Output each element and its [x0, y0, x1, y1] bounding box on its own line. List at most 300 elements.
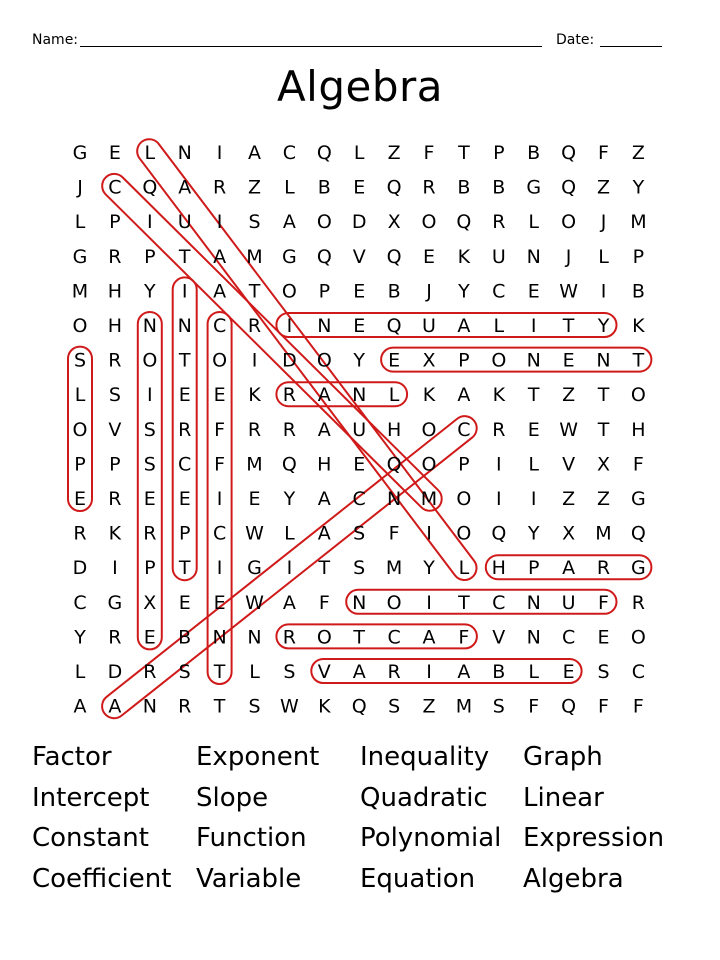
grid-letter: A	[317, 522, 331, 545]
grid-letter: L	[528, 453, 539, 476]
grid-letter: A	[562, 557, 576, 580]
grid-letter: Y	[632, 176, 645, 199]
grid-letter: Q	[386, 315, 402, 337]
grid-letter: X	[387, 211, 401, 234]
grid-letter: A	[352, 661, 366, 683]
grid-letter: Y	[527, 522, 540, 545]
word-list-item: Function	[196, 823, 307, 854]
grid-letter: P	[109, 211, 121, 234]
grid-letter: Q	[316, 142, 332, 164]
grid-letter: J	[77, 176, 83, 199]
grid-letter: V	[562, 453, 576, 476]
grid-letter: K	[248, 384, 261, 407]
grid-letter: I	[495, 453, 502, 476]
grid-letter: F	[423, 142, 435, 164]
grid-letter: N	[142, 695, 157, 718]
grid-letter: W	[559, 418, 578, 441]
grid-letter: S	[248, 211, 261, 234]
grid-letter: R	[422, 176, 436, 199]
grid-letter: O	[630, 384, 646, 407]
grid-letter: I	[216, 142, 223, 164]
grid-letter: V	[352, 245, 366, 268]
grid-letter: K	[632, 315, 645, 337]
grid-letter: Y	[283, 488, 296, 510]
grid-letter: Z	[596, 488, 611, 510]
grid-letter: O	[386, 591, 402, 614]
grid-letter: R	[631, 591, 646, 614]
grid-letter: F	[598, 591, 609, 614]
grid-letter: R	[178, 695, 192, 718]
word-list-item: Quadratic	[360, 782, 488, 813]
grid-letter: L	[284, 176, 295, 199]
grid-letter: N	[142, 315, 157, 337]
grid-letter: T	[597, 384, 610, 407]
grid-letter: P	[493, 142, 505, 164]
grid-letter: T	[458, 591, 470, 614]
name-label: Name:	[32, 32, 79, 48]
grid-letter: U	[422, 315, 436, 337]
grid-letter: N	[247, 626, 262, 649]
grid-letter: I	[251, 349, 258, 372]
grid-letter: E	[597, 626, 610, 649]
grid-letter: R	[108, 245, 122, 268]
grid-letter: I	[530, 315, 537, 337]
word-list-row	[32, 823, 692, 864]
grid-letter: E	[353, 453, 366, 476]
grid-letter: C	[561, 626, 576, 649]
grid-letter: E	[178, 384, 191, 407]
grid-letter: C	[492, 280, 506, 303]
grid-letter: I	[286, 315, 293, 337]
grid-letter: J	[565, 245, 572, 268]
grid-letter: R	[492, 211, 506, 234]
grid-letter: E	[108, 142, 121, 164]
grid-letter: T	[178, 349, 191, 372]
grid-letter: A	[178, 176, 192, 199]
grid-letter: Q	[491, 522, 507, 545]
grid-letter: G	[631, 557, 646, 580]
grid-letter: O	[142, 349, 158, 372]
word-list-item: Constant	[32, 823, 149, 854]
grid-letter: C	[212, 315, 227, 337]
word-list-item: Polynomial	[360, 823, 502, 854]
grid-letter: P	[144, 557, 156, 580]
grid-letter: P	[458, 349, 470, 372]
grid-letter: A	[73, 695, 87, 718]
word-list-item: Variable	[196, 864, 302, 895]
grid-letter: A	[108, 695, 122, 718]
grid-letter: N	[526, 626, 541, 649]
grid-letter: H	[631, 418, 646, 441]
grid-letter: S	[597, 661, 610, 683]
grid-letter: E	[527, 418, 540, 441]
grid-letter: E	[562, 661, 575, 683]
grid-letter: W	[245, 522, 264, 545]
word-list-row	[32, 742, 692, 783]
grid-letter: V	[317, 661, 331, 683]
grid-letter: E	[178, 488, 191, 510]
word-list-row	[32, 783, 692, 824]
grid-letter: I	[216, 211, 223, 234]
grid-letter: H	[386, 418, 402, 441]
grid-letter: M	[246, 245, 263, 268]
grid-letter: A	[457, 315, 471, 337]
grid-letter: B	[317, 176, 331, 199]
grid-letter: G	[631, 488, 646, 510]
grid-letter: R	[247, 418, 262, 441]
grid-letter: Z	[387, 142, 401, 164]
grid-letter: T	[213, 661, 226, 683]
grid-letter: T	[178, 557, 191, 580]
grid-letter: L	[493, 315, 505, 337]
grid-letter: Y	[458, 280, 470, 303]
grid-letter: C	[387, 626, 401, 649]
word-list-item: Factor	[32, 742, 112, 772]
grid-letter: R	[178, 418, 192, 441]
grid-letter: U	[561, 591, 576, 614]
grid-letter: O	[281, 280, 297, 303]
grid-letter: E	[178, 591, 191, 614]
grid-letter: O	[72, 418, 88, 441]
grid-letter: G	[526, 176, 542, 199]
grid-letter: P	[144, 245, 156, 268]
grid-letter: B	[492, 661, 506, 683]
grid-letter: I	[216, 488, 223, 510]
grid-letter: Y	[597, 315, 610, 337]
grid-letter: J	[600, 211, 607, 234]
grid-letter: L	[74, 661, 86, 683]
grid-letter: Z	[596, 176, 611, 199]
word-list-item: Coefficient	[32, 864, 172, 895]
grid-letter: F	[458, 626, 470, 649]
grid-letter: X	[143, 591, 157, 614]
grid-letter: Q	[316, 245, 332, 268]
grid-letter: W	[559, 280, 578, 303]
grid-letter: D	[282, 349, 297, 372]
grid-letter: X	[422, 349, 436, 372]
grid-letter: E	[353, 176, 366, 199]
grid-letter: A	[422, 626, 436, 649]
grid-letters	[72, 142, 647, 718]
grid-letter: C	[212, 522, 227, 545]
grid-letter: A	[248, 142, 261, 164]
grid-letter: A	[457, 384, 471, 407]
grid-letter: R	[108, 349, 122, 372]
word-list-row	[32, 864, 692, 905]
grid-letter: D	[351, 211, 367, 234]
word-list-item: Expression	[523, 823, 665, 854]
grid-letter: M	[420, 488, 438, 510]
grid-letter: N	[596, 349, 611, 372]
grid-letter: O	[316, 349, 332, 372]
grid-letter: A	[213, 245, 227, 268]
grid-letter: W	[280, 695, 299, 718]
grid-letter: Q	[386, 245, 402, 268]
grid-letter: E	[388, 349, 401, 372]
word-list-item: Equation	[360, 864, 476, 895]
grid-letter: Q	[561, 142, 577, 164]
grid-letter: O	[491, 349, 507, 372]
grid-letter: L	[353, 142, 365, 164]
grid-letter: S	[492, 695, 505, 718]
grid-letter: T	[458, 142, 470, 164]
grid-letter: F	[388, 522, 400, 545]
grid-letter: S	[143, 418, 156, 441]
grid-letter: R	[108, 488, 122, 510]
grid-letter: L	[598, 245, 609, 268]
grid-letter: D	[72, 557, 88, 580]
grid-letter: L	[144, 142, 156, 164]
grid-letter: M	[385, 557, 403, 580]
grid-letter: R	[282, 384, 297, 407]
grid-letter: I	[146, 211, 153, 234]
grid-letter: Q	[351, 695, 367, 718]
grid-letter: Y	[143, 280, 156, 303]
grid-letter: A	[317, 384, 331, 407]
grid-letter: Y	[353, 349, 366, 372]
grid-letter: O	[421, 418, 437, 441]
date-label: Date:	[556, 32, 595, 48]
word-list-item: Graph	[523, 742, 603, 772]
grid-letter: B	[178, 626, 192, 649]
grid-letter: J	[426, 280, 432, 303]
grid-letter: N	[526, 245, 541, 268]
grid-letter: T	[353, 626, 366, 649]
grid-letter: B	[631, 280, 645, 303]
grid-letter: Z	[562, 488, 576, 510]
grid-letter: G	[247, 557, 262, 580]
grid-letter: K	[492, 384, 506, 407]
grid-letter: O	[456, 488, 472, 510]
grid-letter: S	[353, 522, 366, 545]
grid-letter: F	[632, 695, 644, 718]
grid-letter: K	[422, 384, 436, 407]
grid-letter: Z	[631, 142, 645, 164]
grid-letter: R	[73, 522, 87, 545]
grid-letter: C	[492, 591, 506, 614]
grid-letter: C	[282, 142, 297, 164]
grid-letter: X	[562, 522, 576, 545]
word-list-item: Linear	[523, 782, 604, 813]
grid-letter: P	[632, 245, 645, 268]
grid-letter: N	[212, 626, 227, 649]
grid-letter: M	[246, 453, 263, 476]
page-title: Algebra	[276, 62, 444, 111]
grid-letter: M	[595, 522, 612, 545]
grid-letter: Q	[386, 453, 402, 476]
grid-letter: N	[526, 591, 541, 614]
grid-letter: R	[247, 315, 262, 337]
grid-letter: X	[596, 453, 611, 476]
grid-letter: R	[212, 176, 227, 199]
grid-letter: N	[177, 142, 192, 164]
grid-letter: Q	[456, 211, 472, 234]
grid-letter: K	[457, 245, 471, 268]
grid-letter: E	[213, 384, 226, 407]
grid-letter: T	[318, 557, 331, 580]
grid-letter: R	[282, 418, 297, 441]
grid-letter: L	[528, 211, 539, 234]
grid-letter: P	[74, 453, 86, 476]
grid-letter: M	[455, 695, 473, 718]
grid-letter: H	[107, 280, 123, 303]
grid-letter: O	[316, 626, 332, 649]
grid-letter: I	[146, 384, 153, 407]
grid-letter: E	[353, 280, 366, 303]
word-list-item: Algebra	[523, 864, 624, 895]
grid-letter: L	[74, 384, 86, 407]
grid-letter: H	[491, 557, 506, 580]
grid-letter: B	[527, 142, 541, 164]
grid-letter: I	[495, 488, 502, 510]
grid-letter: L	[458, 557, 470, 580]
word-list-item: Slope	[196, 782, 269, 813]
grid-letter: T	[248, 280, 261, 303]
grid-letter: E	[353, 315, 366, 337]
grid-letter: C	[631, 661, 646, 683]
grid-letter: Z	[562, 384, 576, 407]
grid-letter: G	[72, 245, 88, 268]
grid-letter: F	[528, 695, 540, 718]
grid-letter: Y	[423, 557, 435, 580]
grid-letter: P	[109, 453, 121, 476]
grid-letter: L	[388, 384, 400, 407]
grid-letter: R	[387, 661, 401, 683]
grid-letter: T	[562, 315, 575, 337]
grid-letter: C	[73, 591, 87, 614]
grid-letter: R	[143, 522, 157, 545]
grid-letter: I	[286, 557, 293, 580]
grid-letter: T	[178, 245, 191, 268]
grid-letter: K	[108, 522, 122, 545]
grid-letter: M	[630, 211, 647, 234]
grid-letter: Q	[630, 522, 646, 545]
grid-letter: S	[353, 557, 366, 580]
grid-letter: O	[630, 626, 646, 649]
grid-letter: O	[212, 349, 228, 372]
word-list-item: Inequality	[360, 742, 490, 772]
grid-letter: N	[317, 315, 332, 337]
grid-letter: C	[108, 176, 122, 199]
grid-letter: C	[178, 453, 192, 476]
grid-letter: R	[596, 557, 611, 580]
grid-letter: N	[386, 488, 402, 510]
grid-letter: Z	[247, 176, 262, 199]
grid-letter: O	[316, 211, 332, 234]
grid-letter: R	[282, 626, 297, 649]
grid-letter: E	[73, 488, 87, 510]
grid-letter: N	[526, 349, 541, 372]
grid-letter: I	[530, 488, 537, 510]
grid-letter: A	[317, 488, 331, 510]
grid-letter: S	[388, 695, 401, 718]
grid-letter: N	[352, 591, 367, 614]
grid-letter: F	[598, 142, 609, 164]
grid-letter: T	[213, 695, 226, 718]
word-list	[32, 742, 692, 905]
grid-letter: N	[177, 315, 192, 337]
grid-letter: S	[143, 453, 156, 476]
grid-letter: U	[352, 418, 367, 441]
grid-letter: R	[143, 661, 157, 683]
grid-letter: A	[317, 418, 331, 441]
grid-letter: Q	[561, 176, 577, 199]
grid-letter: M	[71, 280, 89, 303]
grid-letter: L	[528, 661, 539, 683]
grid-letter: S	[108, 384, 121, 407]
grid-letter: G	[282, 245, 297, 268]
grid-letter: K	[318, 695, 331, 718]
grid-letter: E	[248, 488, 261, 510]
grid-letter: U	[177, 211, 192, 234]
grid-letter: S	[73, 349, 87, 372]
grid-letter: T	[597, 418, 610, 441]
grid-letter: B	[387, 280, 401, 303]
grid-letter: F	[214, 418, 226, 441]
word-list-item: Intercept	[32, 782, 150, 813]
grid-letter: O	[421, 453, 437, 476]
grid-letter: E	[143, 626, 156, 649]
grid-letter: L	[284, 522, 295, 545]
grid-letter: P	[458, 453, 470, 476]
grid-letter: I	[426, 522, 432, 545]
grid-letter: O	[456, 522, 472, 545]
grid-letter: Q	[281, 453, 297, 476]
grid-letter: I	[216, 557, 223, 580]
grid-letter: G	[72, 142, 88, 164]
grid-letter: S	[178, 661, 191, 683]
grid-letter: V	[492, 626, 506, 649]
grid-letter: O	[421, 211, 437, 234]
grid-letter: Q	[142, 176, 158, 199]
grid-letter: W	[245, 591, 264, 614]
grid-letter: E	[422, 245, 436, 268]
grid-letter: L	[249, 661, 260, 683]
grid-letter: Z	[422, 695, 436, 718]
grid-letter: I	[426, 661, 432, 683]
grid-letter: Y	[74, 626, 86, 649]
grid-letter: S	[283, 661, 296, 683]
grid-letter: V	[108, 418, 122, 441]
grid-letter: Q	[386, 176, 402, 199]
grid-letter: O	[72, 315, 88, 337]
grid-letter: I	[112, 557, 118, 580]
grid-letter: B	[457, 176, 471, 199]
grid-letter: A	[282, 211, 296, 234]
grid-letter: F	[318, 591, 330, 614]
grid-letter: E	[143, 488, 156, 510]
grid-letter: E	[527, 280, 540, 303]
grid-letter: T	[632, 349, 645, 372]
grid-letter: L	[74, 211, 86, 234]
grid-letter: F	[632, 453, 644, 476]
word-list-item: Exponent	[196, 742, 320, 772]
grid-letter: R	[492, 418, 506, 441]
grid-letter: A	[282, 591, 296, 614]
grid-letter: H	[107, 315, 123, 337]
grid-letter: H	[317, 453, 332, 476]
grid-letter: C	[352, 488, 366, 510]
grid-letter: I	[600, 280, 607, 303]
grid-letter: R	[108, 626, 122, 649]
grid-letter: C	[457, 418, 471, 441]
grid-letter: A	[457, 661, 471, 683]
grid-letter: P	[178, 522, 191, 545]
grid-letter: I	[181, 280, 188, 303]
grid-letter: O	[561, 211, 577, 234]
grid-letter: F	[214, 453, 226, 476]
grid-letter: B	[492, 176, 506, 199]
